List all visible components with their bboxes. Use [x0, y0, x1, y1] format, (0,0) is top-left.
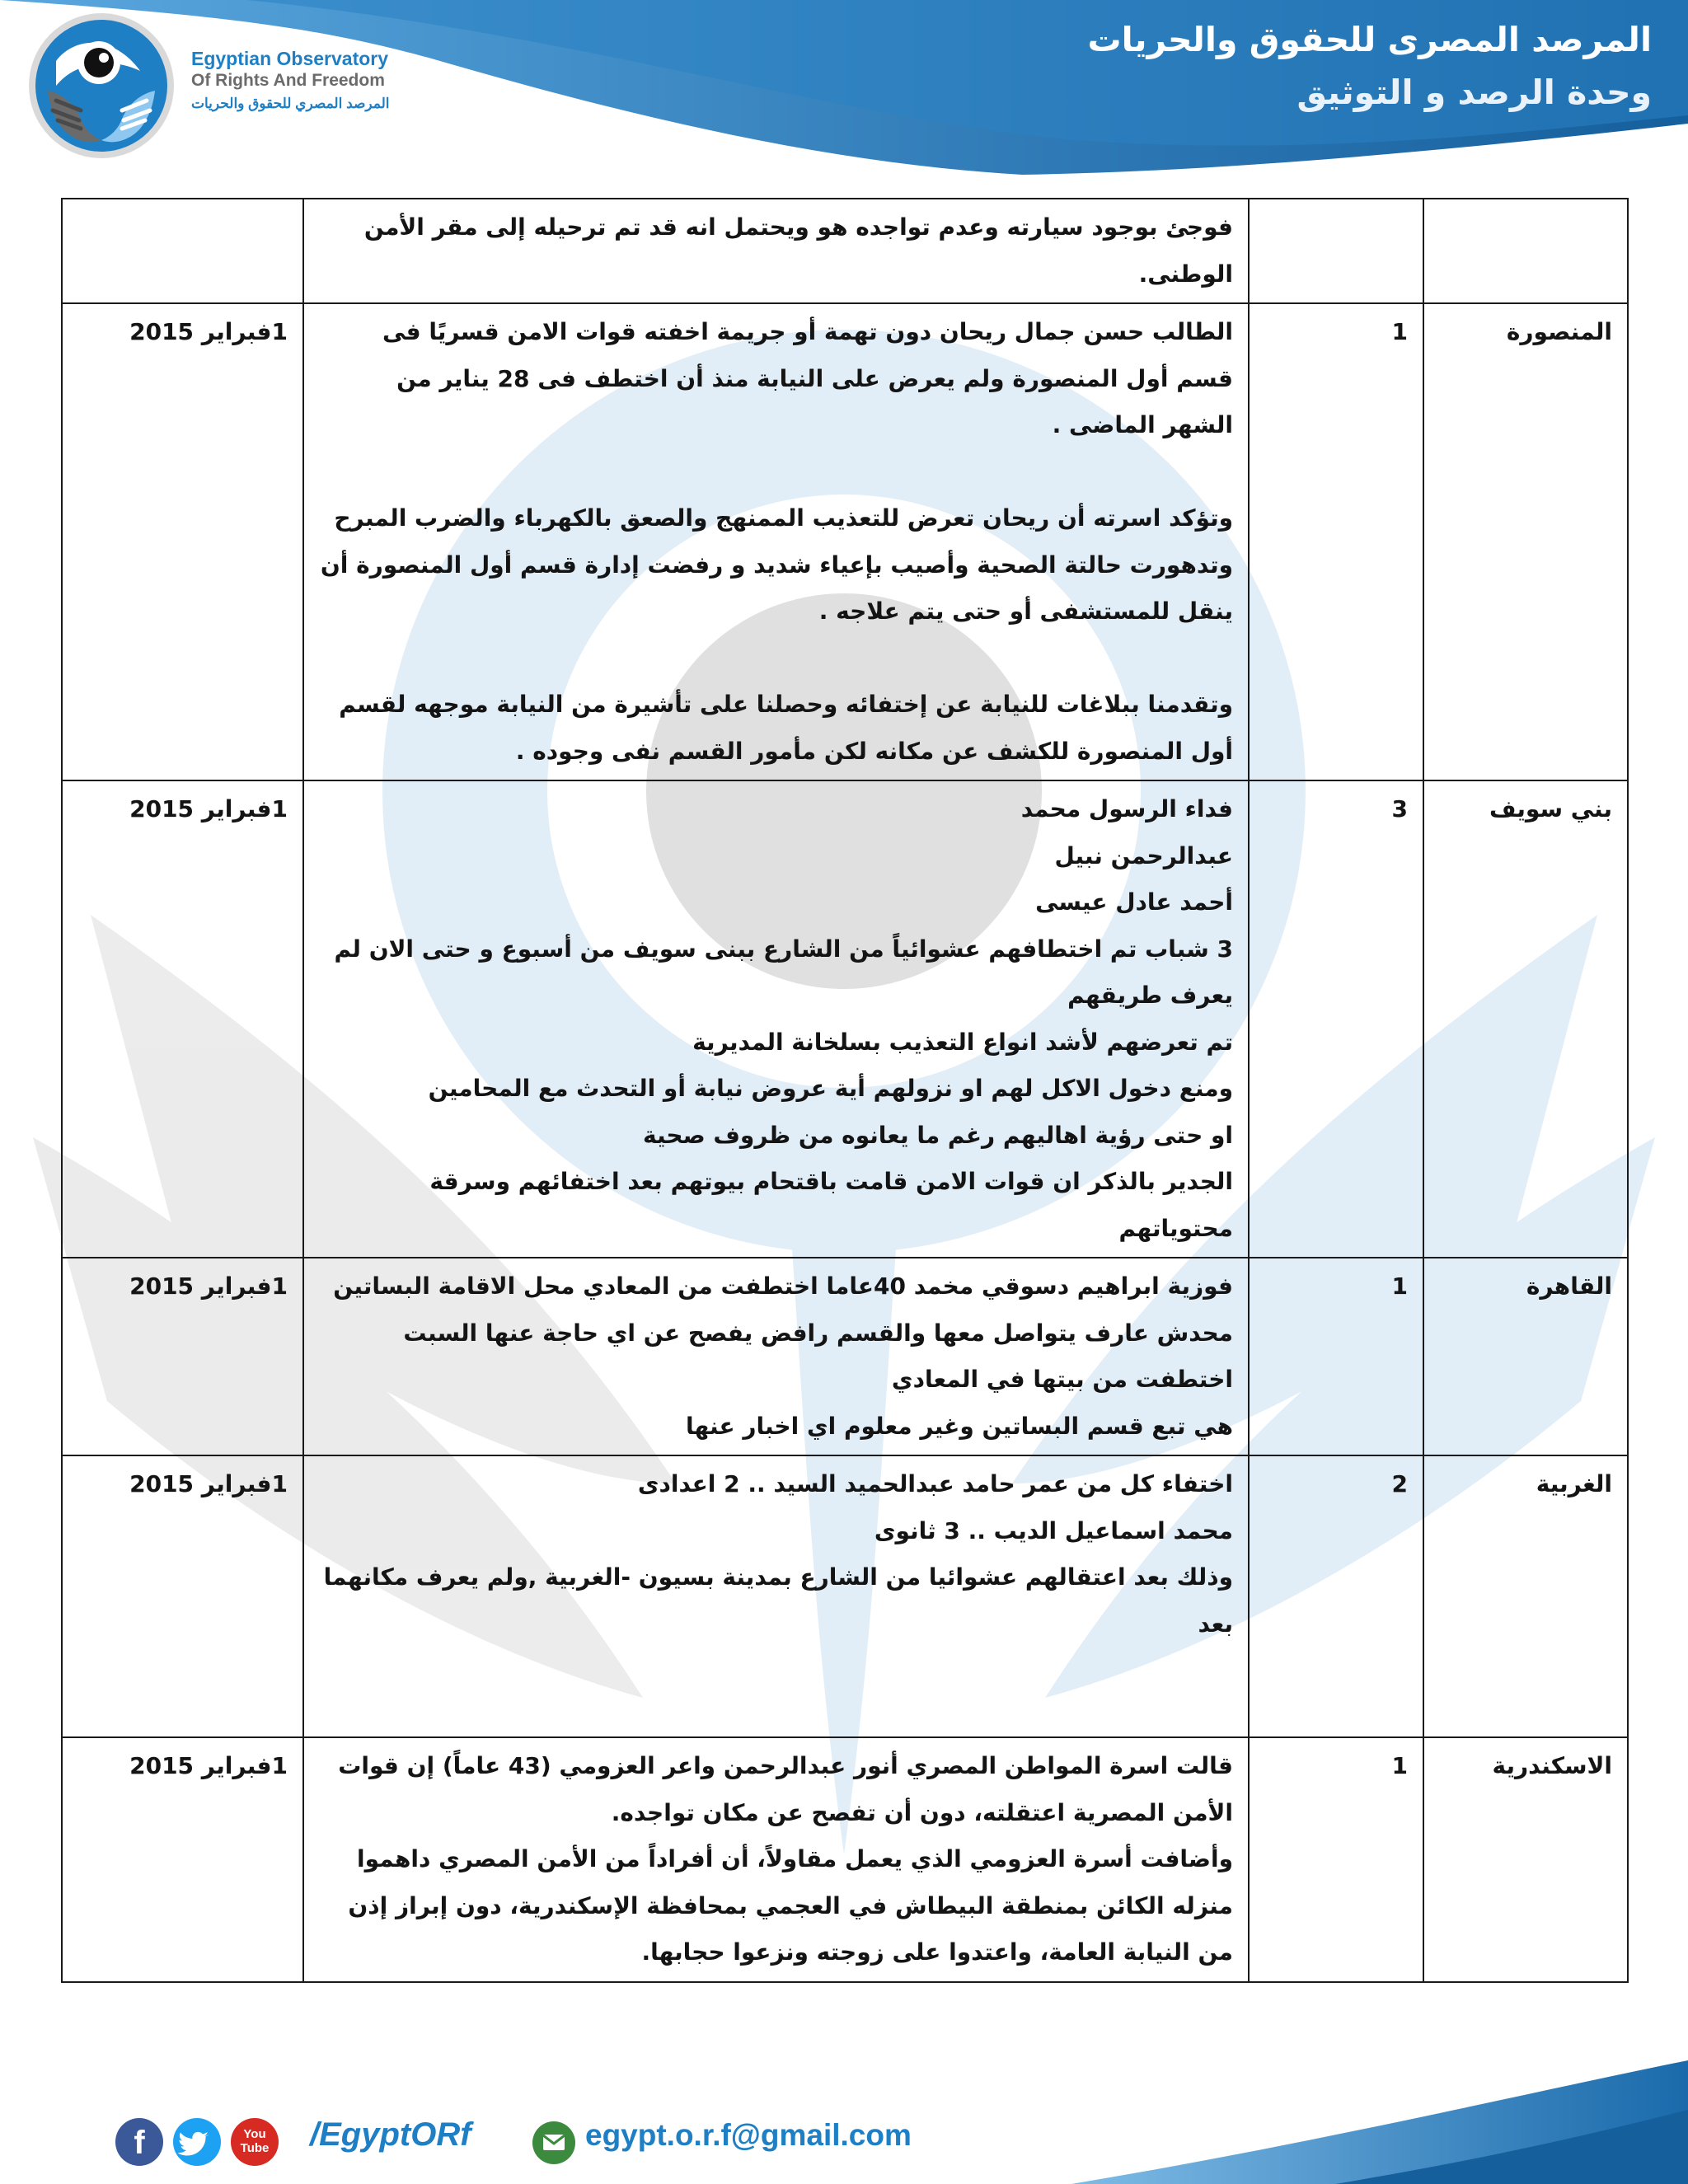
- details-paragraph: الطالب حسن جمال ريحان دون تهمة أو جريمة اخفته قوات الامن قسريًا فى قسم أول المنصورة ولم يعرض على النيابة منذ أن اختطف فى 28 يناير من الشهر الماضى .: [382, 318, 1233, 438]
- facebook-icon[interactable]: f: [115, 2118, 163, 2166]
- governorate-cell: المنصورة: [1423, 303, 1628, 780]
- details-paragraph: وتؤكد اسرته أن ريحان تعرض للتعذيب الممنهج والصعق بالكهرباء والضرب المبرح وتدهورت حالتة الصحية وأصيب بإعياء شديد و رفضت إدارة قسم أول المنصورة أن ينقل للمستشفى أو حتى يتم علاجه .: [320, 504, 1233, 625]
- details-paragraph: اختفاء كل من عمر حامد عبدالحميد السيد .. 2 اعدادى: [637, 1470, 1233, 1497]
- details-paragraph: قالت اسرة المواطن المصري أنور عبدالرحمن واعر العزومي (43 عاماً) إن قوات الأمن المصرية اعتقلته، دون أن تفصح عن مكان تواجده.: [338, 1752, 1233, 1826]
- footer: [115, 2110, 1104, 2168]
- email-link[interactable]: egypt.o.r.f@gmail.com: [585, 2118, 912, 2152]
- details-paragraph: فوجئ بوجود سيارته وعدم تواجده هو ويحتمل انه قد تم ترحيله إلى مقر الأمن الوطنى.: [363, 213, 1233, 288]
- details-paragraph: 3 شباب تم اختطافهم عشوائياً من الشارع ببنى سويف من أسبوع و حتى الان لم يعرف طريقهم: [334, 935, 1233, 1009]
- table-row: [62, 199, 1628, 303]
- count-cell: 1: [1249, 1737, 1423, 1982]
- details-paragraph: وأضافت أسرة العزومي الذي يعمل مقاولاً، أن أفراداً من الأمن المصري داهموا منزله الكائن بمنطقة البيطاش في العجمي بمحافظة الإسكندرية، دون إبراز إذن من النيابة العامة، واعتدوا على زوجته ونزعوا حجابها.: [348, 1845, 1233, 1966]
- details-paragraph: عبدالرحمن نبيل: [1054, 841, 1233, 869]
- details-cell: [303, 1258, 1249, 1455]
- org-name-en-line1: Egyptian Observatory: [191, 48, 389, 69]
- date-cell: [62, 199, 303, 303]
- details-paragraph: أحمد عادل عيسى: [1035, 888, 1233, 916]
- details-paragraph: فداء الرسول محمد: [1020, 795, 1233, 823]
- table-row: [62, 303, 1628, 780]
- governorate-cell: [1423, 199, 1628, 303]
- governorate-cell: الغربية: [1423, 1455, 1628, 1737]
- date-cell: 1فبراير 2015: [62, 1737, 303, 1982]
- count-cell: 1: [1249, 1258, 1423, 1455]
- count-cell: 1: [1249, 303, 1423, 780]
- details-paragraph: وذلك بعد اعتقالهم عشوائيا من الشارع بمدينة بسيون -الغربية ,ولم يعرف مكانهما بعد: [323, 1563, 1233, 1638]
- table-row: [62, 1258, 1628, 1455]
- details-cell: [303, 1455, 1249, 1737]
- details-paragraph: ومنع دخول الاكل لهم او نزولهم أية عروض نيابة أو التحدث مع المحامين: [428, 1075, 1233, 1102]
- details-paragraph: تم تعرضهم لأشد انواع التعذيب بسلخانة المديرية: [692, 1028, 1233, 1056]
- details-paragraph: محمد اسماعيل الديب .. 3 ثانوى: [874, 1516, 1233, 1544]
- table-row: [62, 1737, 1628, 1982]
- youtube-icon[interactable]: [231, 2118, 279, 2166]
- email-icon: [532, 2121, 575, 2164]
- governorate-cell: القاهرة: [1423, 1258, 1628, 1455]
- count-cell: 2: [1249, 1455, 1423, 1737]
- details-cell: [303, 1737, 1249, 1982]
- details-cell: [303, 303, 1249, 780]
- details-paragraph: محدش عارف يتواصل معها والقسم رافض يفصح عن اي حاجة عنها السبت اختطفت من بيتها في المعادي: [403, 1319, 1233, 1393]
- governorate-cell: بني سويف: [1423, 780, 1628, 1258]
- social-handle-link[interactable]: /EgyptORf: [310, 2116, 471, 2153]
- details-paragraph: وتقدمنا ببلاغات للنيابة عن إختفائه وحصلنا على تأشيرة من النيابة موجهه لقسم أول المنصورة للكشف عن مكانه لكن مأمور القسم نفى وجوده .: [339, 691, 1233, 765]
- count-cell: [1249, 199, 1423, 303]
- twitter-icon[interactable]: [173, 2118, 221, 2166]
- header-title: المرصد المصرى للحقوق والحريات: [1087, 20, 1652, 59]
- details-cell: [303, 780, 1249, 1258]
- table-row: [62, 780, 1628, 1258]
- org-name-ar-small: المرصد المصري للحقوق والحريات: [191, 96, 390, 111]
- governorate-cell: الاسكندرية: [1423, 1737, 1628, 1982]
- details-paragraph: فوزية ابراهيم دسوقي مخمد 40عاما اختطفت من المعادي محل الاقامة البساتين: [333, 1272, 1233, 1300]
- youtube-icon-text: You: [243, 2127, 266, 2141]
- details-paragraph: او حتى رؤية اهاليهم رغم ما يعانوه من ظروف صحية: [643, 1121, 1233, 1149]
- table-row: [62, 1455, 1628, 1737]
- observatory-logo: [23, 12, 180, 160]
- header-subtitle: وحدة الرصد و التوثيق: [1296, 73, 1652, 112]
- date-cell: 1فبراير 2015: [62, 780, 303, 1258]
- twitter-bird-icon: [173, 2118, 221, 2166]
- details-paragraph: الجدير بالذكر ان قوات الامن قامت باقتحام بيوتهم بعد اختفائهم وسرقة محتوياتهم: [429, 1168, 1233, 1242]
- disappearance-report-table: [61, 198, 1629, 1983]
- youtube-icon-text: Tube: [240, 2141, 270, 2155]
- details-paragraph: [319, 449, 1233, 496]
- org-name-en-line2: Of Rights And Freedom: [191, 71, 385, 90]
- details-cell: [303, 199, 1249, 303]
- details-paragraph: هي تبع قسم البساتين وغير معلوم اي اخبار عنها: [686, 1412, 1233, 1440]
- count-cell: 3: [1249, 780, 1423, 1258]
- details-paragraph: [319, 635, 1233, 682]
- date-cell: 1فبراير 2015: [62, 1455, 303, 1737]
- date-cell: 1فبراير 2015: [62, 303, 303, 780]
- date-cell: 1فبراير 2015: [62, 1258, 303, 1455]
